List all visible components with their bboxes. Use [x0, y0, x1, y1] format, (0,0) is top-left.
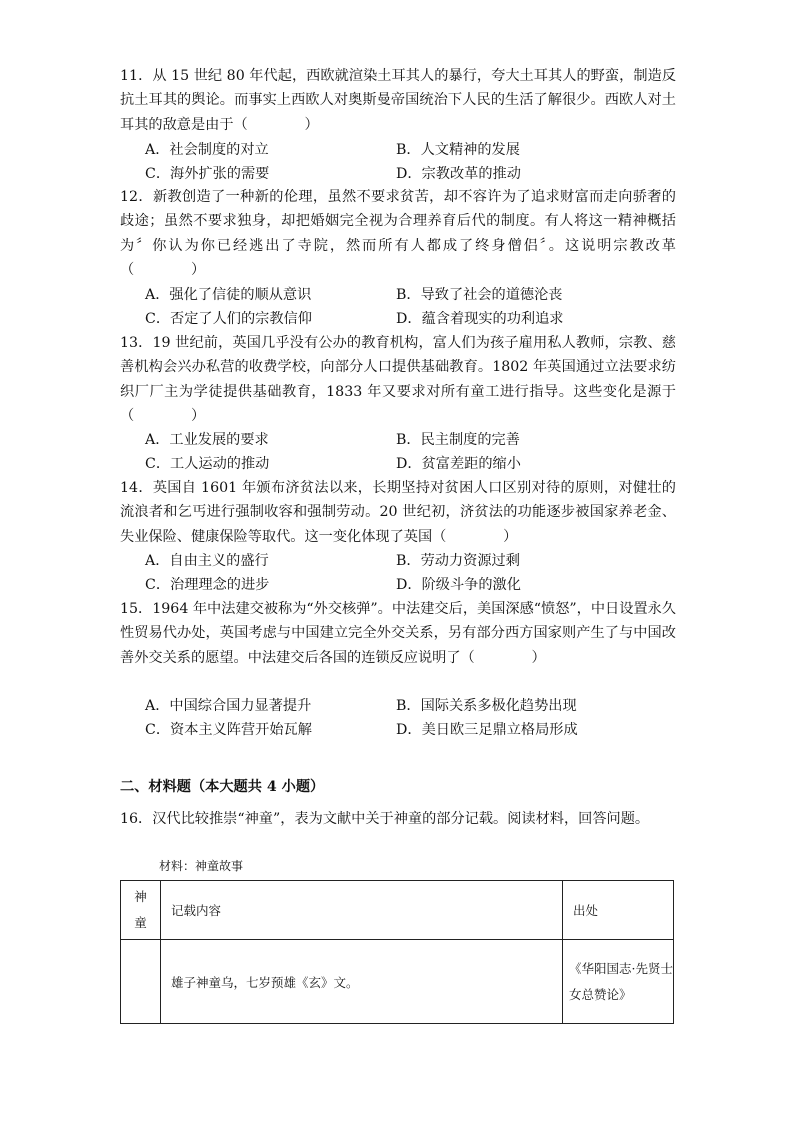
question-14-options-row-1 [145, 549, 665, 573]
section-title: 二、材料题（本大题共 4 小题） [120, 779, 325, 795]
question-12-options-row-1 [145, 283, 665, 307]
option-b[interactable]: B．导致了社会的道德沦丧 [396, 287, 563, 303]
question-15-options-row-1 [145, 694, 665, 718]
option-b[interactable]: B．国际关系多极化趋势出现 [396, 698, 577, 714]
question-11: 11．从 15 世纪 80 年代起，西欧就渲染土耳其人的暴行，夸大土耳其人的野蛮，制造反抗土耳其的舆论。而事实上西欧人对奥斯曼帝国统治下人民的生活了解很少。西欧人对土耳其的敌意是由于（ ） [120, 68, 676, 133]
option-a[interactable]: A．自由主义的盛行 [145, 553, 269, 569]
table-cell-content: 雄子神童乌，七岁预雄《玄》文。 [161, 940, 563, 1024]
question-15: 15．1964 年中法建交被称为“外交核弹”。中法建交后，美国深感“愤怒”，中日设置永久性贸易代办处，英国考虑与中国建立完全外交关系，另有部分西方国家则产生了与中国改善外交关系的愿望。中法建交后各国的连锁反应说明了（ ） [120, 601, 676, 666]
material-caption: 材料：神童故事 [159, 859, 244, 873]
table-cell-prodigy [121, 940, 161, 1024]
table-header-content: 记载内容 [161, 881, 563, 940]
material-table [120, 880, 674, 1024]
table-header-row [121, 881, 674, 940]
question-12-options-row-2 [145, 307, 665, 331]
option-c[interactable]: C．工人运动的推动 [145, 456, 270, 472]
option-b[interactable]: B．人文精神的发展 [396, 142, 520, 158]
option-a[interactable]: A．社会制度的对立 [145, 142, 269, 158]
option-d[interactable]: D．阶级斗争的激化 [396, 577, 521, 593]
question-14-options-row-2 [145, 573, 665, 597]
option-b[interactable]: B．劳动力资源过剩 [396, 553, 520, 569]
question-13-options-row-2 [145, 452, 665, 476]
question-11-options-row-1 [145, 138, 665, 162]
question-12: 12．新教创造了一种新的伦理，虽然不要求贫苦，却不容许为了追求财富而走向骄奢的歧途；虽然不要求独身，却把婚姻完全视为合理养育后代的制度。有人将这一精神概括为〞你认为你已经逃出了寺院，然而所有人都成了终身僧侣〞。这说明宗教改革（ ） [120, 189, 676, 279]
option-c[interactable]: C．海外扩张的需要 [145, 166, 270, 182]
option-d[interactable]: D．贫富差距的缩小 [396, 456, 521, 472]
option-a[interactable]: A．强化了信徒的顺从意识 [145, 287, 312, 303]
option-a[interactable]: A．中国综合国力显著提升 [145, 698, 312, 714]
option-d[interactable]: D．美日欧三足鼎立格局形成 [396, 722, 578, 738]
question-16: 16．汉代比较推崇“神童”，表为文献中关于神童的部分记载。阅读材料，回答问题。 [120, 811, 650, 827]
question-15-options-row-2 [145, 718, 665, 742]
question-11-options-row-2 [145, 162, 665, 186]
option-c[interactable]: C．治理理念的进步 [145, 577, 270, 593]
option-d[interactable]: D．宗教改革的推动 [396, 166, 521, 182]
table-header-source: 出处 [563, 881, 674, 940]
option-b[interactable]: B．民主制度的完善 [396, 432, 520, 448]
question-13: 13．19 世纪前，英国几乎没有公办的教育机构，富人们为孩子雇用私人教师，宗教、慈善机构会兴办私营的收费学校，向部分人口提供基础教育。1802 年英国通过立法要求纺织厂厂主为学徒提供基础教育，1833 年又要求对所有童工进行指导。这些变化是源于（ ） [120, 335, 676, 425]
option-c[interactable]: C．否定了人们的宗教信仰 [145, 311, 312, 327]
option-a[interactable]: A．工业发展的要求 [145, 432, 269, 448]
table-cell-source: 《华阳国志·先贤士女总赞论》 [563, 940, 674, 1024]
question-14: 14．英国自 1601 年颁布济贫法以来，长期坚持对贫困人口区别对待的原则，对健壮的流浪者和乞丐进行强制收容和强制劳动。20 世纪初，济贫法的功能逐步被国家养老金、失业保险、健康保险等取代。这一变化体现了英国（ ） [120, 480, 676, 545]
option-c[interactable]: C．资本主义阵营开始瓦解 [145, 722, 312, 738]
question-13-options-row-1 [145, 428, 665, 452]
table-row [121, 940, 674, 1024]
table-header-prodigy: 神童 [121, 881, 161, 940]
option-d[interactable]: D．蕴含着现实的功利追求 [396, 311, 564, 327]
